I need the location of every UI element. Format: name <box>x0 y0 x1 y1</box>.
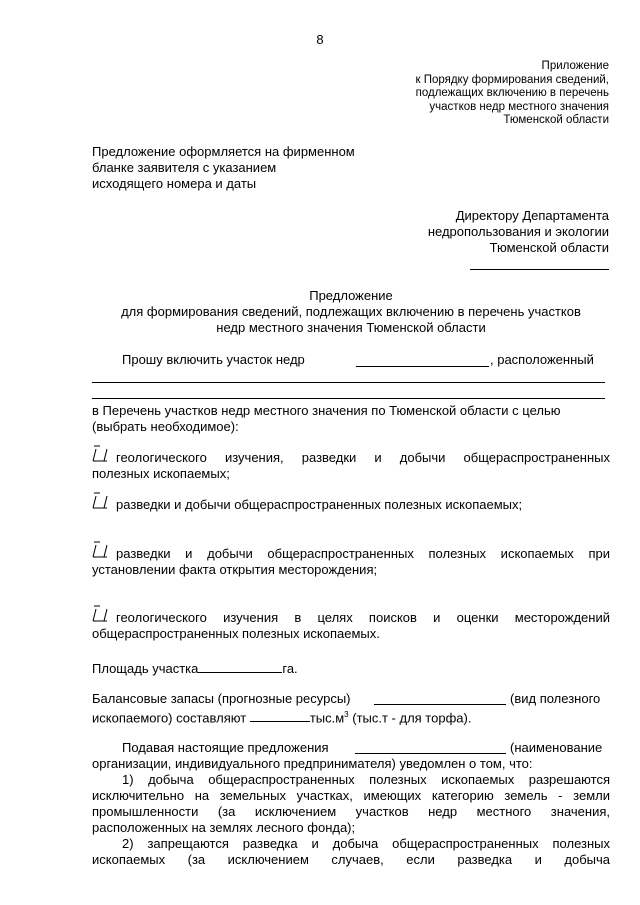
unit-label: тыс.м <box>309 710 345 726</box>
organization-blank[interactable] <box>355 753 506 754</box>
page-number: 8 <box>316 32 324 47</box>
note-line: Предложение оформляется на фирменном <box>92 144 355 159</box>
option-text: геологического изучения, разведки и добычи общераспространенных <box>116 450 610 465</box>
area-line <box>92 660 298 677</box>
note-line: исходящего номера и даты <box>92 176 257 191</box>
title-line: недр местного значения Тюменской области <box>216 320 486 335</box>
reserves-blank[interactable] <box>374 704 506 705</box>
area-label: Площадь участка <box>92 661 199 676</box>
location-blank-2 <box>92 398 605 399</box>
item-line: ископаемых (за исключением случаев, если разведка и добыча <box>92 852 610 867</box>
notify-line-2: организации, индивидуального предпринимателя) уведомлен о том, что: <box>92 756 533 771</box>
reserves-line-2 <box>92 707 471 726</box>
mineral-type-label: (вид полезного <box>510 691 601 706</box>
option-text: установлении факта открытия месторождения; <box>92 562 378 577</box>
notify-text: Подавая настоящие предложения <box>122 740 329 755</box>
appendix-line: Приложение <box>541 60 609 72</box>
option-text: полезных ископаемых; <box>92 466 230 481</box>
option-2-text: разведки и добычи общераспространенных полезных ископаемых; <box>116 497 523 512</box>
list-intro <box>92 403 610 435</box>
notification-items <box>92 772 610 868</box>
option-3 <box>92 546 610 578</box>
appendix-block <box>349 60 609 128</box>
item-line: исключительно на земельных участках, имеющих категорию земель - земли <box>92 788 610 803</box>
document-title <box>92 288 610 336</box>
option-4 <box>92 610 610 642</box>
title-heading: Предложение <box>309 288 393 303</box>
letterhead-note <box>92 144 355 192</box>
addressee-line: Тюменской области <box>489 240 609 255</box>
request-text: Прошу включить участок недр <box>122 352 305 367</box>
option-text: общераспространенных полезных ископаемых. <box>92 626 380 641</box>
reserves-label: Балансовые запасы (прогнозные ресурсы) <box>92 691 351 706</box>
item-line: промышленности (за исключением участков недр местного значения, <box>92 804 610 819</box>
appendix-line: к Порядку формирования сведений, <box>415 73 609 86</box>
addressee-line: Директору Департамента <box>455 208 609 223</box>
list-intro-line: в Перечень участков недр местного значения по Тюменской области с целью <box>92 403 561 418</box>
addressee-line: недропользования и экологии <box>427 224 609 239</box>
item-line: 2) запрещаются разведка и добыча общераспространенных полезных <box>122 836 610 851</box>
note-line: бланке заявителя с указанием <box>92 160 277 175</box>
notify-name-label: (наименование <box>510 740 603 755</box>
reserves-line-1 <box>92 691 351 707</box>
option-2-checkbox[interactable] <box>92 487 108 509</box>
appendix-line: Тюменской области <box>503 114 609 126</box>
appendix-line: подлежащих включению в перечень <box>415 87 609 99</box>
peat-note: (тыс.т - для торфа). <box>348 710 472 726</box>
area-input[interactable] <box>198 660 282 673</box>
request-text-located: , расположенный <box>490 352 594 367</box>
reserves-amount-input[interactable] <box>250 709 310 722</box>
list-intro-line: (выбрать необходимое): <box>92 419 239 434</box>
addressee-block <box>349 208 609 256</box>
title-line: для формирования сведений, подлежащих включению в перечень участков <box>121 304 581 319</box>
checkbox-icon <box>92 487 108 509</box>
option-1 <box>92 450 610 482</box>
unit-superscript: 3 <box>344 710 349 719</box>
option-text: разведки и добычи общераспространенных полезных ископаемых при <box>116 546 610 561</box>
area-unit: га. <box>282 661 298 676</box>
subsoil-plot-blank <box>356 366 489 367</box>
option-text: геологического изучения в целях поисков и оценки месторождений <box>116 610 610 625</box>
item-line: 1) добыча общераспространенных полезных ископаемых разрешаются <box>122 772 610 787</box>
location-blank-1 <box>92 382 605 383</box>
reserves-amount-label: ископаемого) составляют <box>92 710 247 726</box>
appendix-line: участков недр местного значения <box>429 100 609 113</box>
addressee-name-blank <box>470 269 609 270</box>
item-line: расположенных на землях лесного фонда); <box>92 820 356 835</box>
